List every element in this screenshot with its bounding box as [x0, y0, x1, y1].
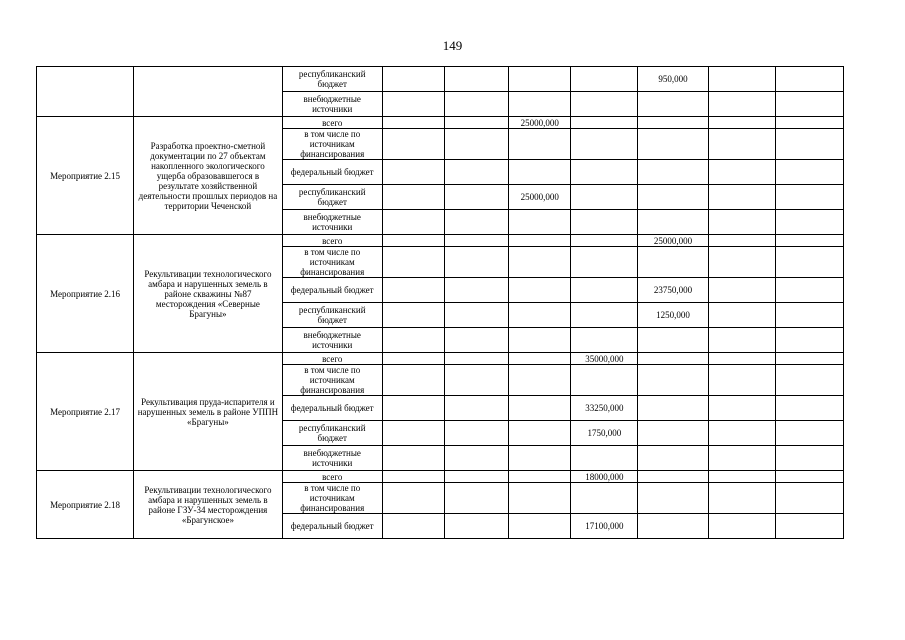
amount-cell: 35000,000	[571, 353, 638, 365]
amount-cell	[509, 160, 571, 185]
amount-cell	[571, 160, 638, 185]
amount-cell	[444, 185, 508, 210]
table-row	[37, 117, 844, 129]
activity-name: Мероприятие 2.18	[37, 471, 134, 539]
amount-cell	[708, 365, 775, 396]
amount-cell	[571, 483, 638, 514]
amount-cell	[708, 247, 775, 278]
amount-cell	[509, 353, 571, 365]
amount-cell	[708, 129, 775, 160]
amount-cell	[638, 483, 708, 514]
activity-description: Рекультивации технологического амбара и нарушенных земель в районе ГЗУ-34 месторождения «Брагунское»	[134, 471, 282, 539]
amount-cell	[382, 303, 444, 328]
amount-cell	[708, 421, 775, 446]
amount-cell	[444, 67, 508, 92]
amount-cell	[708, 67, 775, 92]
amount-cell	[775, 353, 843, 365]
amount-cell	[571, 446, 638, 471]
amount-cell	[444, 396, 508, 421]
amount-cell	[509, 471, 571, 483]
amount-cell	[509, 247, 571, 278]
amount-cell	[708, 92, 775, 117]
amount-cell	[444, 328, 508, 353]
funding-source: в том числе по источникам финансирования	[282, 365, 382, 396]
amount-cell	[775, 396, 843, 421]
amount-cell	[571, 67, 638, 92]
page-number: 149	[442, 38, 463, 53]
amount-cell	[509, 365, 571, 396]
amount-cell: 1250,000	[638, 303, 708, 328]
amount-cell	[708, 396, 775, 421]
funding-source: внебюджетные источники	[282, 328, 382, 353]
amount-cell	[444, 353, 508, 365]
amount-cell	[382, 421, 444, 446]
funding-source: в том числе по источникам финансирования	[282, 247, 382, 278]
amount-cell	[509, 328, 571, 353]
amount-cell	[509, 129, 571, 160]
activity-description: Разработка проектно-сметной документации по 27 объектам накопленного экологического ущерба образовавшегося в результате хозяйственной деятельности прошлых периодов на территории Чеченской	[134, 117, 282, 235]
amount-cell	[571, 92, 638, 117]
amount-cell	[638, 471, 708, 483]
amount-cell	[509, 396, 571, 421]
activity-name: Мероприятие 2.16	[37, 235, 134, 353]
amount-cell	[775, 92, 843, 117]
amount-cell	[708, 160, 775, 185]
amount-cell	[382, 129, 444, 160]
amount-cell	[775, 303, 843, 328]
funding-source: республиканский бюджет	[282, 303, 382, 328]
amount-cell	[775, 471, 843, 483]
funding-source: в том числе по источникам финансирования	[282, 483, 382, 514]
amount-cell	[509, 514, 571, 539]
amount-cell	[382, 365, 444, 396]
table-row	[37, 67, 844, 92]
funding-source: республиканский бюджет	[282, 185, 382, 210]
funding-source: всего	[282, 117, 382, 129]
amount-cell	[638, 446, 708, 471]
amount-cell	[382, 278, 444, 303]
amount-cell	[382, 235, 444, 247]
amount-cell: 17100,000	[571, 514, 638, 539]
amount-cell	[571, 328, 638, 353]
amount-cell	[571, 303, 638, 328]
amount-cell: 950,000	[638, 67, 708, 92]
amount-cell	[444, 247, 508, 278]
amount-cell	[382, 353, 444, 365]
amount-cell: 25000,000	[509, 185, 571, 210]
funding-source: республиканский бюджет	[282, 67, 382, 92]
table-row	[37, 353, 844, 365]
amount-cell	[382, 483, 444, 514]
amount-cell	[775, 328, 843, 353]
amount-cell	[509, 446, 571, 471]
amount-cell	[708, 303, 775, 328]
amount-cell	[509, 210, 571, 235]
table-row	[37, 471, 844, 483]
funding-source: внебюджетные источники	[282, 210, 382, 235]
amount-cell	[444, 129, 508, 160]
amount-cell	[775, 210, 843, 235]
amount-cell	[382, 446, 444, 471]
amount-cell: 18000,000	[571, 471, 638, 483]
amount-cell	[708, 471, 775, 483]
amount-cell	[708, 185, 775, 210]
amount-cell	[444, 210, 508, 235]
amount-cell	[638, 92, 708, 117]
amount-cell	[444, 235, 508, 247]
amount-cell	[638, 117, 708, 129]
amount-cell	[444, 92, 508, 117]
amount-cell	[775, 278, 843, 303]
amount-cell	[444, 117, 508, 129]
amount-cell	[775, 446, 843, 471]
amount-cell	[382, 185, 444, 210]
amount-cell	[382, 67, 444, 92]
amount-cell	[444, 160, 508, 185]
amount-cell	[638, 421, 708, 446]
amount-cell	[382, 92, 444, 117]
amount-cell	[444, 471, 508, 483]
amount-cell	[509, 303, 571, 328]
amount-cell	[571, 117, 638, 129]
amount-cell	[775, 117, 843, 129]
amount-cell	[638, 129, 708, 160]
amount-cell	[638, 514, 708, 539]
amount-cell	[571, 129, 638, 160]
funding-source: федеральный бюджет	[282, 514, 382, 539]
table-row	[37, 235, 844, 247]
amount-cell	[444, 446, 508, 471]
amount-cell	[638, 365, 708, 396]
amount-cell	[775, 247, 843, 278]
amount-cell	[571, 235, 638, 247]
amount-cell	[708, 514, 775, 539]
amount-cell	[775, 129, 843, 160]
amount-cell	[382, 514, 444, 539]
activity-name	[37, 67, 134, 117]
amount-cell	[382, 210, 444, 235]
amount-cell	[509, 483, 571, 514]
funding-source: федеральный бюджет	[282, 396, 382, 421]
amount-cell	[775, 483, 843, 514]
activity-description	[134, 67, 282, 117]
amount-cell	[509, 235, 571, 247]
amount-cell	[638, 247, 708, 278]
amount-cell	[571, 185, 638, 210]
amount-cell	[708, 278, 775, 303]
budget-table	[36, 66, 844, 539]
amount-cell: 25000,000	[509, 117, 571, 129]
funding-source: федеральный бюджет	[282, 278, 382, 303]
funding-source: внебюджетные источники	[282, 446, 382, 471]
amount-cell	[509, 92, 571, 117]
activity-description: Рекультивация пруда-испарителя и нарушенных земель в районе УППН «Брагуны»	[134, 353, 282, 471]
amount-cell	[775, 514, 843, 539]
amount-cell	[382, 328, 444, 353]
funding-source: всего	[282, 235, 382, 247]
funding-source: внебюджетные источники	[282, 92, 382, 117]
funding-source: всего	[282, 353, 382, 365]
amount-cell	[444, 303, 508, 328]
amount-cell	[571, 365, 638, 396]
amount-cell	[444, 483, 508, 514]
amount-cell	[775, 365, 843, 396]
amount-cell	[444, 421, 508, 446]
amount-cell	[708, 117, 775, 129]
amount-cell	[509, 421, 571, 446]
funding-source: всего	[282, 471, 382, 483]
amount-cell	[638, 353, 708, 365]
amount-cell	[775, 421, 843, 446]
funding-source: федеральный бюджет	[282, 160, 382, 185]
amount-cell	[638, 210, 708, 235]
amount-cell	[382, 471, 444, 483]
amount-cell	[571, 278, 638, 303]
amount-cell	[708, 483, 775, 514]
amount-cell	[775, 235, 843, 247]
amount-cell	[382, 117, 444, 129]
activity-description: Рекультивации технологического амбара и нарушенных земель в районе скважины №87 месторождения «Северные Брагуны»	[134, 235, 282, 353]
amount-cell	[382, 247, 444, 278]
activity-name: Мероприятие 2.15	[37, 117, 134, 235]
amount-cell	[444, 278, 508, 303]
activity-name: Мероприятие 2.17	[37, 353, 134, 471]
amount-cell	[708, 353, 775, 365]
amount-cell	[509, 67, 571, 92]
amount-cell	[708, 446, 775, 471]
funding-source: в том числе по источникам финансирования	[282, 129, 382, 160]
amount-cell	[708, 328, 775, 353]
amount-cell	[638, 328, 708, 353]
amount-cell	[571, 247, 638, 278]
amount-cell	[708, 210, 775, 235]
amount-cell	[509, 278, 571, 303]
amount-cell	[444, 365, 508, 396]
amount-cell	[382, 396, 444, 421]
amount-cell	[775, 185, 843, 210]
amount-cell: 25000,000	[638, 235, 708, 247]
amount-cell	[638, 185, 708, 210]
amount-cell: 23750,000	[638, 278, 708, 303]
amount-cell	[571, 210, 638, 235]
amount-cell	[638, 160, 708, 185]
amount-cell	[708, 235, 775, 247]
amount-cell	[775, 160, 843, 185]
funding-source: республиканский бюджет	[282, 421, 382, 446]
amount-cell	[444, 514, 508, 539]
amount-cell: 33250,000	[571, 396, 638, 421]
amount-cell	[775, 67, 843, 92]
amount-cell	[638, 396, 708, 421]
amount-cell	[382, 160, 444, 185]
amount-cell: 1750,000	[571, 421, 638, 446]
